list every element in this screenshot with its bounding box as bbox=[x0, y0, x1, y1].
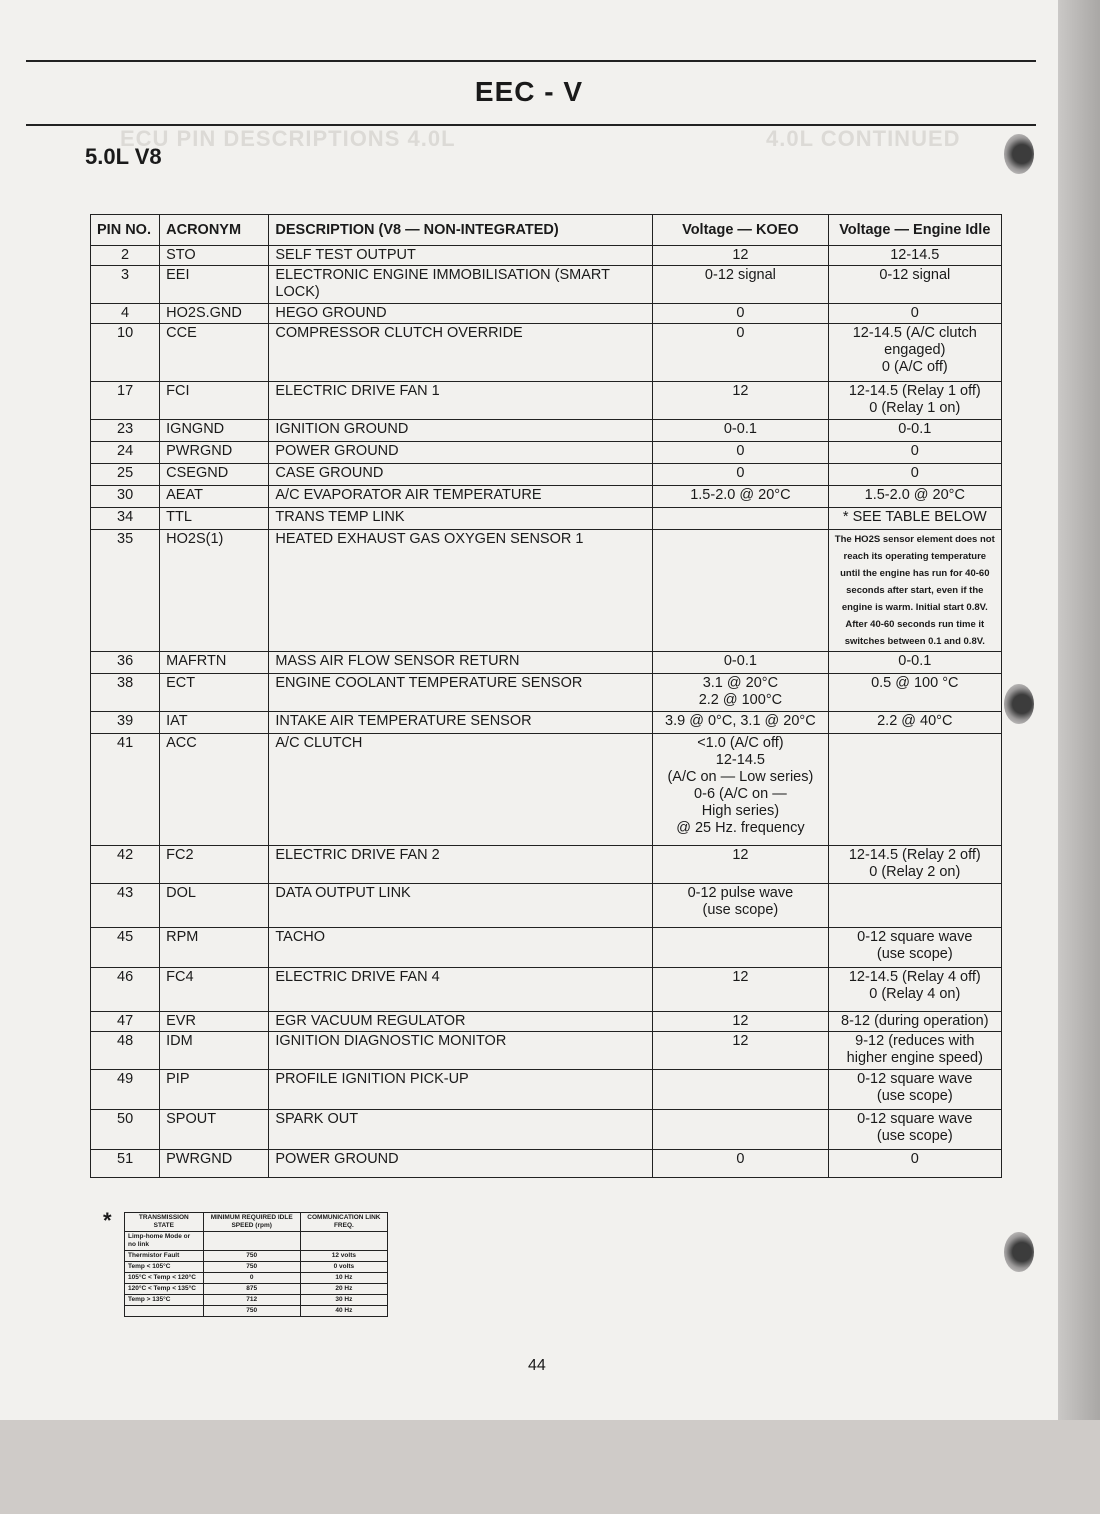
description-cell: MASS AIR FLOW SENSOR RETURN bbox=[269, 652, 653, 674]
pin-number-cell: 36 bbox=[91, 652, 160, 674]
description-cell: A/C CLUTCH bbox=[269, 734, 653, 846]
pin-number-cell: 10 bbox=[91, 324, 160, 382]
description-cell: ELECTRIC DRIVE FAN 2 bbox=[269, 846, 653, 884]
voltage-idle-cell: 0-12 square wave (use scope) bbox=[828, 1110, 1001, 1150]
voltage-koeo-cell: 3.9 @ 0°C, 3.1 @ 20°C bbox=[653, 712, 828, 734]
description-cell: ELECTRIC DRIVE FAN 4 bbox=[269, 968, 653, 1012]
pin-number-cell: 48 bbox=[91, 1032, 160, 1070]
scanner-bed bbox=[0, 1420, 1100, 1514]
acronym-cell: FC4 bbox=[160, 968, 269, 1012]
voltage-idle-cell: 12-14.5 (Relay 4 off) 0 (Relay 4 on) bbox=[828, 968, 1001, 1012]
description-cell: INTAKE AIR TEMPERATURE SENSOR bbox=[269, 712, 653, 734]
trans-table-body bbox=[125, 1232, 388, 1317]
binder-hole-middle bbox=[1004, 684, 1034, 724]
voltage-koeo-cell bbox=[653, 508, 828, 530]
description-cell: SELF TEST OUTPUT bbox=[269, 246, 653, 266]
acronym-cell: EVR bbox=[160, 1012, 269, 1032]
footnote-star: * bbox=[103, 1208, 112, 1233]
bleed-through-heading-left: ECU PIN DESCRIPTIONS 4.0L bbox=[120, 126, 456, 151]
table-row bbox=[91, 674, 1002, 712]
trans-row bbox=[125, 1273, 388, 1284]
header-description: DESCRIPTION (V8 — NON-INTEGRATED) bbox=[269, 215, 653, 246]
trans-state-cell: 120°C < Temp < 135°C bbox=[125, 1284, 204, 1295]
header-koeo: Voltage — KOEO bbox=[653, 215, 828, 246]
pin-number-cell: 24 bbox=[91, 442, 160, 464]
pin-number-cell: 46 bbox=[91, 968, 160, 1012]
voltage-koeo-cell: 0 bbox=[653, 304, 828, 324]
voltage-idle-cell: 0-12 square wave (use scope) bbox=[828, 1070, 1001, 1110]
description-cell: IGNITION DIAGNOSTIC MONITOR bbox=[269, 1032, 653, 1070]
trans-header-freq: COMMUNICATION LINK FREQ. bbox=[300, 1213, 387, 1232]
acronym-cell: FC2 bbox=[160, 846, 269, 884]
table-row bbox=[91, 652, 1002, 674]
description-cell: HEATED EXHAUST GAS OXYGEN SENSOR 1 bbox=[269, 530, 653, 652]
voltage-idle-cell: 8-12 (during operation) bbox=[828, 1012, 1001, 1032]
trans-header-state: TRANSMISSION STATE bbox=[125, 1213, 204, 1232]
trans-row bbox=[125, 1295, 388, 1306]
description-cell: COMPRESSOR CLUTCH OVERRIDE bbox=[269, 324, 653, 382]
voltage-koeo-cell bbox=[653, 530, 828, 652]
acronym-cell: SPOUT bbox=[160, 1110, 269, 1150]
pin-number-cell: 25 bbox=[91, 464, 160, 486]
description-cell: POWER GROUND bbox=[269, 1150, 653, 1178]
voltage-koeo-cell bbox=[653, 1110, 828, 1150]
acronym-cell: TTL bbox=[160, 508, 269, 530]
voltage-idle-cell: 12-14.5 bbox=[828, 246, 1001, 266]
trans-state-cell: Temp < 105°C bbox=[125, 1262, 204, 1273]
acronym-cell: MAFRTN bbox=[160, 652, 269, 674]
trans-state-cell bbox=[125, 1306, 204, 1317]
description-cell: ELECTRIC DRIVE FAN 1 bbox=[269, 382, 653, 420]
acronym-cell: AEAT bbox=[160, 486, 269, 508]
table-row bbox=[91, 712, 1002, 734]
voltage-idle-cell: 0 bbox=[828, 442, 1001, 464]
voltage-koeo-cell: 0 bbox=[653, 324, 828, 382]
pin-number-cell: 49 bbox=[91, 1070, 160, 1110]
acronym-cell: CSEGND bbox=[160, 464, 269, 486]
trans-idle-cell: 712 bbox=[203, 1295, 300, 1306]
page-number: 44 bbox=[528, 1357, 546, 1374]
acronym-cell: CCE bbox=[160, 324, 269, 382]
trans-header-idle: MINIMUM REQUIRED IDLE SPEED (rpm) bbox=[203, 1213, 300, 1232]
trans-row bbox=[125, 1232, 388, 1251]
transmission-link-table bbox=[124, 1212, 388, 1317]
voltage-koeo-cell: 12 bbox=[653, 382, 828, 420]
trans-freq-cell: 20 Hz bbox=[300, 1284, 387, 1295]
engine-subtitle: 5.0L V8 bbox=[85, 144, 162, 169]
description-cell: ELECTRONIC ENGINE IMMOBILISATION (SMART LOCK) bbox=[269, 266, 653, 304]
trans-state-cell: Temp > 135°C bbox=[125, 1295, 204, 1306]
acronym-cell: HO2S.GND bbox=[160, 304, 269, 324]
trans-idle-cell: 750 bbox=[203, 1262, 300, 1273]
table-row bbox=[91, 968, 1002, 1012]
table-row bbox=[91, 324, 1002, 382]
voltage-koeo-cell: 12 bbox=[653, 846, 828, 884]
voltage-koeo-cell: 12 bbox=[653, 968, 828, 1012]
voltage-koeo-cell: 0 bbox=[653, 442, 828, 464]
description-cell: TRANS TEMP LINK bbox=[269, 508, 653, 530]
table-row bbox=[91, 1110, 1002, 1150]
trans-idle-cell: 750 bbox=[203, 1251, 300, 1262]
voltage-koeo-cell: 0 bbox=[653, 1150, 828, 1178]
voltage-koeo-cell: 0-0.1 bbox=[653, 652, 828, 674]
pin-number-cell: 43 bbox=[91, 884, 160, 928]
acronym-cell: STO bbox=[160, 246, 269, 266]
pin-number-cell: 34 bbox=[91, 508, 160, 530]
voltage-idle-cell: 12-14.5 (Relay 2 off) 0 (Relay 2 on) bbox=[828, 846, 1001, 884]
pin-table-body bbox=[91, 246, 1002, 1178]
pin-number-cell: 2 bbox=[91, 246, 160, 266]
acronym-cell: RPM bbox=[160, 928, 269, 968]
acronym-cell: ECT bbox=[160, 674, 269, 712]
voltage-idle-cell: 9-12 (reduces with higher engine speed) bbox=[828, 1032, 1001, 1070]
voltage-idle-cell: 0-0.1 bbox=[828, 652, 1001, 674]
acronym-cell: IGNGND bbox=[160, 420, 269, 442]
trans-state-cell: Thermistor Fault bbox=[125, 1251, 204, 1262]
acronym-cell: PIP bbox=[160, 1070, 269, 1110]
header-acronym: ACRONYM bbox=[160, 215, 269, 246]
binder-hole-bottom bbox=[1004, 1232, 1034, 1272]
table-row bbox=[91, 464, 1002, 486]
description-cell: A/C EVAPORATOR AIR TEMPERATURE bbox=[269, 486, 653, 508]
description-cell: HEGO GROUND bbox=[269, 304, 653, 324]
description-cell: CASE GROUND bbox=[269, 464, 653, 486]
table-row bbox=[91, 304, 1002, 324]
acronym-cell: PWRGND bbox=[160, 1150, 269, 1178]
table-row bbox=[91, 1012, 1002, 1032]
trans-freq-cell: 0 volts bbox=[300, 1262, 387, 1273]
trans-row bbox=[125, 1251, 388, 1262]
trans-idle-cell: 875 bbox=[203, 1284, 300, 1295]
voltage-idle-cell: 12-14.5 (Relay 1 off) 0 (Relay 1 on) bbox=[828, 382, 1001, 420]
voltage-koeo-cell: 0-12 pulse wave (use scope) bbox=[653, 884, 828, 928]
voltage-koeo-cell bbox=[653, 1070, 828, 1110]
voltage-koeo-cell: 12 bbox=[653, 1032, 828, 1070]
acronym-cell: DOL bbox=[160, 884, 269, 928]
voltage-idle-cell: 0 bbox=[828, 304, 1001, 324]
voltage-koeo-cell: 0-12 signal bbox=[653, 266, 828, 304]
table-row bbox=[91, 734, 1002, 846]
trans-freq-cell: 40 Hz bbox=[300, 1306, 387, 1317]
trans-idle-cell: 750 bbox=[203, 1306, 300, 1317]
top-rule bbox=[26, 60, 1036, 62]
voltage-idle-cell: 0-12 signal bbox=[828, 266, 1001, 304]
pin-number-cell: 42 bbox=[91, 846, 160, 884]
acronym-cell: PWRGND bbox=[160, 442, 269, 464]
description-cell: IGNITION GROUND bbox=[269, 420, 653, 442]
page-edge-shadow bbox=[1058, 0, 1100, 1420]
table-row bbox=[91, 1070, 1002, 1110]
voltage-idle-cell: 12-14.5 (A/C clutch engaged) 0 (A/C off) bbox=[828, 324, 1001, 382]
trans-idle-cell: 0 bbox=[203, 1273, 300, 1284]
pin-number-cell: 35 bbox=[91, 530, 160, 652]
pin-number-cell: 50 bbox=[91, 1110, 160, 1150]
table-row bbox=[91, 1150, 1002, 1178]
title-rule bbox=[26, 124, 1036, 126]
pin-number-cell: 47 bbox=[91, 1012, 160, 1032]
trans-freq-cell bbox=[300, 1232, 387, 1251]
pin-number-cell: 4 bbox=[91, 304, 160, 324]
voltage-koeo-cell: 1.5-2.0 @ 20°C bbox=[653, 486, 828, 508]
pin-number-cell: 39 bbox=[91, 712, 160, 734]
voltage-koeo-cell: 3.1 @ 20°C 2.2 @ 100°C bbox=[653, 674, 828, 712]
trans-row bbox=[125, 1306, 388, 1317]
voltage-idle-cell: The HO2S sensor element does not reach its operating temperature until the engine has run for 40-60 seconds after start, even if the engine is warm. Initial start 0.8V. After 40-60 seconds run time it switches between 0.1 and 0.8V. bbox=[828, 530, 1001, 652]
header-idle: Voltage — Engine Idle bbox=[828, 215, 1001, 246]
pin-number-cell: 23 bbox=[91, 420, 160, 442]
trans-freq-cell: 10 Hz bbox=[300, 1273, 387, 1284]
voltage-koeo-cell: 0-0.1 bbox=[653, 420, 828, 442]
voltage-idle-cell bbox=[828, 884, 1001, 928]
pin-number-cell: 38 bbox=[91, 674, 160, 712]
voltage-idle-cell: 0.5 @ 100 °C bbox=[828, 674, 1001, 712]
voltage-koeo-cell: 0 bbox=[653, 464, 828, 486]
table-row bbox=[91, 530, 1002, 652]
trans-row bbox=[125, 1262, 388, 1273]
table-row bbox=[91, 382, 1002, 420]
voltage-koeo-cell bbox=[653, 928, 828, 968]
table-row bbox=[91, 1032, 1002, 1070]
binder-hole-top bbox=[1004, 134, 1034, 174]
voltage-koeo-cell: <1.0 (A/C off) 12-14.5 (A/C on — Low series) 0-6 (A/C on — High series) @ 25 Hz. frequency bbox=[653, 734, 828, 846]
description-cell: SPARK OUT bbox=[269, 1110, 653, 1150]
pin-description-table bbox=[90, 214, 1002, 1178]
description-cell: EGR VACUUM REGULATOR bbox=[269, 1012, 653, 1032]
table-row bbox=[91, 508, 1002, 530]
header-pin: PIN NO. bbox=[91, 215, 160, 246]
voltage-koeo-cell: 12 bbox=[653, 246, 828, 266]
description-cell: DATA OUTPUT LINK bbox=[269, 884, 653, 928]
acronym-cell: FCI bbox=[160, 382, 269, 420]
trans-state-cell: Limp-home Mode or no link bbox=[125, 1232, 204, 1251]
description-cell: POWER GROUND bbox=[269, 442, 653, 464]
page-title: EEC - V bbox=[474, 76, 584, 107]
voltage-idle-cell: 2.2 @ 40°C bbox=[828, 712, 1001, 734]
pin-number-cell: 17 bbox=[91, 382, 160, 420]
voltage-koeo-cell: 12 bbox=[653, 1012, 828, 1032]
acronym-cell: IDM bbox=[160, 1032, 269, 1070]
trans-header-row bbox=[125, 1213, 388, 1232]
voltage-idle-cell: 1.5-2.0 @ 20°C bbox=[828, 486, 1001, 508]
voltage-idle-cell: 0-12 square wave (use scope) bbox=[828, 928, 1001, 968]
acronym-cell: IAT bbox=[160, 712, 269, 734]
table-row bbox=[91, 486, 1002, 508]
table-row bbox=[91, 442, 1002, 464]
acronym-cell: HO2S(1) bbox=[160, 530, 269, 652]
acronym-cell: EEI bbox=[160, 266, 269, 304]
trans-state-cell: 105°C < Temp < 120°C bbox=[125, 1273, 204, 1284]
description-cell: TACHO bbox=[269, 928, 653, 968]
acronym-cell: ACC bbox=[160, 734, 269, 846]
pin-number-cell: 45 bbox=[91, 928, 160, 968]
bleed-through-heading-right: 4.0L CONTINUED bbox=[766, 126, 961, 151]
voltage-idle-cell: 0 bbox=[828, 464, 1001, 486]
description-cell: PROFILE IGNITION PICK-UP bbox=[269, 1070, 653, 1110]
trans-idle-cell bbox=[203, 1232, 300, 1251]
pin-number-cell: 3 bbox=[91, 266, 160, 304]
trans-freq-cell: 12 volts bbox=[300, 1251, 387, 1262]
table-header-row bbox=[91, 215, 1002, 246]
voltage-idle-cell: 0 bbox=[828, 1150, 1001, 1178]
pin-number-cell: 30 bbox=[91, 486, 160, 508]
table-row bbox=[91, 846, 1002, 884]
voltage-idle-cell bbox=[828, 734, 1001, 846]
description-cell: ENGINE COOLANT TEMPERATURE SENSOR bbox=[269, 674, 653, 712]
pin-number-cell: 51 bbox=[91, 1150, 160, 1178]
voltage-idle-cell: * SEE TABLE BELOW bbox=[828, 508, 1001, 530]
voltage-idle-cell: 0-0.1 bbox=[828, 420, 1001, 442]
table-row bbox=[91, 420, 1002, 442]
table-row bbox=[91, 928, 1002, 968]
table-row bbox=[91, 246, 1002, 266]
trans-row bbox=[125, 1284, 388, 1295]
pin-number-cell: 41 bbox=[91, 734, 160, 846]
table-row bbox=[91, 884, 1002, 928]
trans-freq-cell: 30 Hz bbox=[300, 1295, 387, 1306]
table-row bbox=[91, 266, 1002, 304]
